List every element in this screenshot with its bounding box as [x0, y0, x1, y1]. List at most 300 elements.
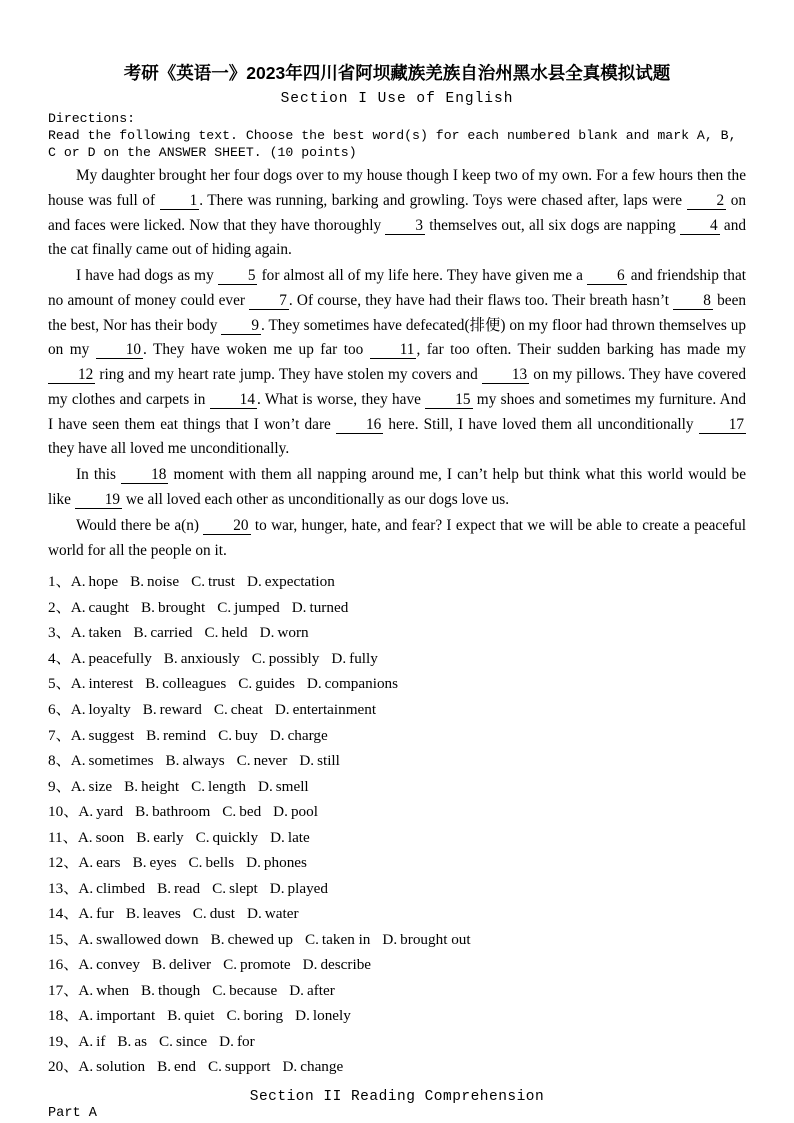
option-choice[interactable] — [193, 901, 235, 927]
option-choice[interactable] — [238, 671, 295, 697]
passage-text: . Of course, they have had their flaws too. Their breath hasn’t — [288, 291, 674, 309]
option-text: brought — [157, 598, 206, 616]
option-letter: A. — [78, 1007, 94, 1025]
question-number: 7、 — [48, 726, 71, 744]
option-letter: A. — [77, 828, 93, 846]
option-choice[interactable] — [164, 646, 240, 672]
option-text: brought out — [400, 930, 471, 948]
option-text: water — [264, 905, 299, 923]
option-choice[interactable] — [217, 595, 280, 621]
passage-text: , far too often. Their sudden barking has made my — [416, 341, 747, 359]
option-text: when — [96, 981, 130, 999]
blank-17[interactable]: 17 — [699, 417, 746, 434]
option-text: as — [134, 1032, 148, 1050]
option-text: promote — [240, 956, 291, 974]
option-text: boring — [243, 1007, 284, 1025]
option-choice[interactable] — [78, 952, 140, 978]
passage-text: My daughter brought her four dogs over to my house though I keep two of my own. For a few hours then the house was full of — [48, 167, 746, 209]
option-letter: B. — [163, 649, 178, 667]
option-text: guides — [255, 675, 295, 693]
option-text: fully — [349, 649, 378, 667]
option-text: convey — [96, 956, 140, 974]
option-text: climbed — [96, 879, 146, 897]
option-text: ears — [96, 854, 121, 872]
option-letter: B. — [130, 573, 145, 591]
option-choice[interactable] — [205, 620, 248, 646]
passage-text: and friendship that no amount of money could ever — [48, 267, 746, 309]
option-text: dust — [209, 905, 236, 923]
option-choice[interactable] — [292, 595, 349, 621]
option-text: jumped — [234, 598, 280, 616]
option-choice[interactable] — [130, 569, 179, 595]
passage-text: to war, hunger, hate, and fear? I expect that we will be able to create a peaceful world for all the people on it. — [48, 516, 746, 559]
option-letter: A. — [78, 956, 94, 974]
option-text: cheat — [230, 700, 263, 718]
question-number: 14、 — [48, 905, 79, 923]
passage-text: . There was running, barking and growling. Toys were chased after, laps were — [199, 191, 687, 209]
option-letter: B. — [157, 1058, 172, 1076]
option-choice[interactable] — [223, 952, 291, 978]
option-choice[interactable] — [71, 569, 118, 595]
option-letter: D. — [331, 649, 347, 667]
question-row — [48, 876, 746, 902]
option-text: change — [300, 1058, 344, 1076]
question-number: 18、 — [48, 1007, 79, 1025]
question-number: 11、 — [48, 828, 78, 846]
option-text: support — [224, 1058, 271, 1076]
blank-4[interactable]: 4 — [680, 218, 720, 235]
option-letter: A. — [70, 598, 86, 616]
option-text: charge — [287, 726, 328, 744]
option-letter: C. — [191, 777, 206, 795]
passage-paragraph — [48, 264, 746, 462]
option-letter: C. — [191, 573, 206, 591]
option-text: companions — [324, 675, 399, 693]
passage-text: . They have woken me up far too — [143, 341, 370, 359]
option-text: eyes — [149, 854, 177, 872]
option-choice[interactable] — [307, 671, 398, 697]
option-choice[interactable] — [157, 876, 200, 902]
option-letter: A. — [70, 752, 86, 770]
option-letter: A. — [78, 879, 94, 897]
option-text: early — [153, 828, 184, 846]
option-text: loyalty — [88, 700, 131, 718]
option-letter: D. — [257, 777, 273, 795]
option-choice[interactable] — [126, 901, 181, 927]
passage — [48, 164, 746, 563]
passage-text: for almost all of my life here. They have given me a — [257, 267, 587, 285]
option-letter: B. — [133, 624, 148, 642]
question-number: 16、 — [48, 956, 79, 974]
option-choice[interactable] — [78, 1054, 145, 1080]
option-choice[interactable] — [71, 723, 134, 749]
option-choice[interactable] — [305, 927, 370, 953]
option-letter: B. — [135, 803, 150, 821]
passage-text: here. Still, I have loved them all unconditionally — [383, 415, 699, 433]
option-choice[interactable] — [78, 1003, 155, 1029]
question-row — [48, 569, 746, 595]
option-text: taken in — [321, 930, 371, 948]
option-letter: B. — [125, 905, 140, 923]
option-text: entertainment — [292, 700, 377, 718]
question-number: 12、 — [48, 854, 79, 872]
option-letter: C. — [218, 726, 233, 744]
option-text: carried — [150, 624, 193, 642]
section-2-heading: Section II Reading Comprehension — [249, 1088, 545, 1105]
option-choice[interactable] — [270, 723, 328, 749]
passage-text: ring and my heart rate jump. They have stolen my covers and — [95, 366, 482, 384]
option-choice[interactable] — [303, 952, 371, 978]
question-row — [48, 1029, 746, 1055]
option-choice[interactable] — [78, 901, 113, 927]
question-number: 3、 — [48, 624, 71, 642]
option-choice[interactable] — [247, 569, 335, 595]
question-row — [48, 748, 746, 774]
option-letter: A. — [78, 1032, 94, 1050]
question-row — [48, 697, 746, 723]
option-choice[interactable] — [191, 774, 246, 800]
option-letter: A. — [78, 981, 94, 999]
directions-label: Directions: — [48, 110, 136, 126]
option-letter: C. — [192, 905, 207, 923]
option-letter: D. — [299, 752, 315, 770]
question-row — [48, 774, 746, 800]
option-choice[interactable] — [78, 825, 124, 851]
option-letter: A. — [78, 803, 94, 821]
option-choice[interactable] — [141, 978, 200, 1004]
option-text: though — [157, 981, 201, 999]
option-letter: C. — [238, 675, 253, 693]
option-text: always — [182, 752, 225, 770]
option-letter: C. — [222, 803, 237, 821]
option-letter: A. — [70, 726, 86, 744]
option-choice[interactable] — [191, 569, 235, 595]
option-text: solution — [96, 1058, 146, 1076]
option-letter: B. — [141, 598, 155, 616]
option-letter: B. — [124, 777, 139, 795]
option-text: describe — [320, 956, 372, 974]
option-choice[interactable] — [214, 697, 263, 723]
option-choice[interactable] — [237, 748, 288, 774]
question-number: 2、 — [48, 598, 71, 616]
blank-1[interactable]: 1 — [160, 193, 200, 210]
passage-text: and the cat finally came out of hiding again. — [48, 216, 746, 259]
option-choice[interactable] — [299, 748, 340, 774]
option-choice[interactable] — [247, 901, 299, 927]
question-row — [48, 646, 746, 672]
option-text: worn — [277, 624, 309, 642]
option-letter: D. — [273, 803, 288, 821]
option-choice[interactable] — [141, 595, 205, 621]
option-letter: D. — [247, 573, 262, 591]
option-text: quiet — [184, 1007, 215, 1025]
question-number: 17、 — [48, 981, 79, 999]
question-number: 15、 — [48, 930, 79, 948]
option-letter: A. — [70, 777, 86, 795]
question-row — [48, 901, 746, 927]
option-letter: B. — [132, 854, 147, 872]
question-row — [48, 825, 746, 851]
passage-text: on and faces were licked. Now that they have thoroughly — [48, 191, 746, 234]
option-text: late — [287, 828, 310, 846]
question-row — [48, 978, 746, 1004]
option-letter: B. — [157, 879, 171, 897]
option-letter: B. — [210, 930, 225, 948]
question-number: 13、 — [48, 879, 79, 897]
question-row — [48, 620, 746, 646]
option-choice[interactable] — [270, 825, 310, 851]
question-number: 20、 — [48, 1058, 79, 1076]
question-options-list — [48, 569, 746, 1080]
passage-text: Would there be a(n) — [76, 516, 204, 534]
option-letter: B. — [142, 700, 157, 718]
option-choice[interactable] — [71, 671, 133, 697]
option-letter: C. — [212, 879, 227, 897]
option-text: buy — [235, 726, 258, 744]
blank-16[interactable]: 16 — [336, 417, 383, 434]
option-letter: C. — [304, 930, 319, 948]
option-letter: A. — [78, 854, 94, 872]
option-choice[interactable] — [152, 952, 211, 978]
blank-13[interactable]: 13 — [482, 367, 529, 384]
blank-11[interactable]: 11 — [370, 342, 417, 359]
section-1-heading: Section I Use of English — [280, 90, 514, 107]
option-choice[interactable] — [218, 723, 258, 749]
blank-15[interactable]: 15 — [425, 392, 472, 409]
option-choice[interactable] — [295, 1003, 351, 1029]
option-choice[interactable] — [71, 620, 122, 646]
option-choice[interactable] — [135, 799, 210, 825]
option-choice[interactable] — [196, 825, 259, 851]
option-text: still — [317, 752, 340, 770]
blank-2[interactable]: 2 — [687, 193, 727, 210]
option-letter: A. — [70, 649, 86, 667]
blank-10[interactable]: 10 — [96, 342, 143, 359]
option-letter: C. — [251, 649, 266, 667]
passage-text: we all loved each other as unconditionally as our dogs love us. — [122, 491, 510, 509]
blank-14[interactable]: 14 — [210, 392, 257, 409]
option-text: taken — [88, 624, 122, 642]
option-text: bells — [205, 854, 235, 872]
option-text: because — [229, 981, 278, 999]
option-text: turned — [309, 598, 349, 616]
option-choice[interactable] — [382, 927, 470, 953]
option-text: yard — [96, 803, 124, 821]
option-text: lonely — [312, 1007, 351, 1025]
option-letter: C. — [217, 598, 232, 616]
option-choice[interactable] — [270, 876, 328, 902]
blank-9[interactable]: 9 — [221, 318, 261, 335]
option-choice[interactable] — [78, 927, 198, 953]
option-text: anxiously — [180, 649, 240, 667]
option-choice[interactable] — [78, 978, 129, 1004]
question-row — [48, 952, 746, 978]
option-choice[interactable] — [166, 748, 225, 774]
option-choice[interactable] — [78, 850, 120, 876]
option-text: important — [96, 1007, 156, 1025]
blank-20[interactable]: 20 — [203, 518, 250, 535]
option-text: swallowed down — [96, 930, 199, 948]
option-choice[interactable] — [157, 1054, 196, 1080]
option-text: remind — [163, 726, 207, 744]
question-row — [48, 850, 746, 876]
passage-text: themselves out, all six dogs are napping — [425, 216, 681, 234]
option-choice[interactable] — [167, 1003, 214, 1029]
option-choice[interactable] — [222, 799, 261, 825]
option-letter: D. — [291, 598, 307, 616]
option-text: quickly — [212, 828, 259, 846]
option-letter: D. — [269, 879, 285, 897]
question-row — [48, 1003, 746, 1029]
passage-text: . They sometimes have defecated(排便) on my floor had thrown themselves up on my — [48, 316, 746, 359]
option-choice[interactable] — [71, 595, 129, 621]
passage-text: been the best, Nor has their body — [48, 291, 747, 334]
blank-8[interactable]: 8 — [673, 293, 713, 310]
question-row — [48, 595, 746, 621]
question-number: 1、 — [48, 573, 71, 591]
passage-paragraph — [48, 514, 746, 564]
blank-7[interactable]: 7 — [249, 293, 289, 310]
passage-paragraph — [48, 164, 746, 263]
option-choice[interactable] — [227, 1003, 284, 1029]
option-text: sometimes — [88, 752, 154, 770]
option-text: expectation — [264, 573, 335, 591]
question-number: 10、 — [48, 803, 79, 821]
option-choice[interactable] — [212, 876, 258, 902]
option-choice[interactable] — [189, 850, 235, 876]
option-text: possibly — [268, 649, 320, 667]
option-letter: A. — [78, 905, 94, 923]
option-letter: D. — [274, 700, 290, 718]
blank-18[interactable]: 18 — [121, 467, 168, 484]
option-letter: B. — [146, 726, 161, 744]
option-choice[interactable] — [78, 1029, 105, 1055]
passage-text: moment with them all napping around me, I can’t help but think what this world would be like — [48, 466, 746, 509]
option-text: never — [253, 752, 288, 770]
option-choice[interactable] — [208, 1054, 271, 1080]
question-number: 19、 — [48, 1032, 79, 1050]
option-text: fur — [96, 905, 114, 923]
blank-3[interactable]: 3 — [385, 218, 425, 235]
option-letter: A. — [70, 624, 86, 642]
option-choice[interactable] — [78, 876, 145, 902]
blank-6[interactable]: 6 — [587, 268, 627, 285]
option-choice[interactable] — [124, 774, 179, 800]
option-choice[interactable] — [212, 978, 277, 1004]
option-choice[interactable] — [260, 620, 309, 646]
option-choice[interactable] — [219, 1029, 254, 1055]
option-text: leaves — [142, 905, 181, 923]
option-text: bathroom — [152, 803, 211, 821]
option-text: for — [236, 1032, 255, 1050]
passage-text: they have all loved me unconditionally. — [48, 440, 290, 458]
option-letter: D. — [219, 1032, 234, 1050]
question-row — [48, 799, 746, 825]
option-choice[interactable] — [331, 646, 377, 672]
option-text: bed — [239, 803, 262, 821]
option-text: size — [88, 777, 113, 795]
question-number: 5、 — [48, 675, 71, 693]
option-text: deliver — [168, 956, 212, 974]
option-choice[interactable] — [143, 697, 202, 723]
option-choice[interactable] — [145, 671, 226, 697]
option-choice[interactable] — [117, 1029, 147, 1055]
option-letter: A. — [70, 675, 86, 693]
option-choice[interactable] — [289, 978, 335, 1004]
option-letter: B. — [152, 956, 166, 974]
option-choice[interactable] — [71, 646, 152, 672]
option-letter: C. — [213, 700, 228, 718]
directions-body: Read the following text. Choose the best word(s) for each numbered blank and mark A, B, C or D on the ANSWER SHEET. (10 points) — [48, 127, 737, 160]
option-choice[interactable] — [146, 723, 206, 749]
passage-text: I have had dogs as my — [76, 267, 218, 285]
option-letter: B. — [141, 981, 155, 999]
option-text: phones — [263, 854, 307, 872]
option-text: caught — [88, 598, 130, 616]
question-number: 4、 — [48, 649, 71, 667]
option-letter: C. — [223, 956, 238, 974]
question-number: 6、 — [48, 700, 71, 718]
option-letter: D. — [282, 1058, 298, 1076]
option-choice[interactable] — [159, 1029, 207, 1055]
option-text: soon — [95, 828, 125, 846]
option-letter: A. — [70, 700, 86, 718]
option-choice[interactable] — [71, 697, 131, 723]
option-text: hope — [88, 573, 119, 591]
option-letter: D. — [259, 624, 275, 642]
blank-5[interactable]: 5 — [218, 268, 258, 285]
blank-12[interactable]: 12 — [48, 367, 95, 384]
option-letter: D. — [382, 930, 398, 948]
option-text: if — [96, 1032, 106, 1050]
option-letter: A. — [78, 1058, 94, 1076]
option-text: reward — [159, 700, 202, 718]
option-choice[interactable] — [78, 799, 123, 825]
blank-19[interactable]: 19 — [75, 492, 122, 509]
option-text: chewed up — [227, 930, 293, 948]
option-text: noise — [147, 573, 180, 591]
option-text: slept — [229, 879, 258, 897]
page-title: 考研《英语一》2023年四川省阿坝藏族羌族自治州黑水县全真模拟试题 — [123, 63, 671, 83]
option-choice[interactable] — [211, 927, 293, 953]
option-letter: D. — [295, 1007, 310, 1025]
question-row — [48, 927, 746, 953]
option-letter: C. — [236, 752, 251, 770]
option-choice[interactable] — [246, 850, 307, 876]
option-letter: C. — [159, 1032, 173, 1050]
option-choice[interactable] — [133, 850, 177, 876]
option-text: held — [221, 624, 248, 642]
question-number: 9、 — [48, 777, 71, 795]
option-choice[interactable] — [275, 697, 376, 723]
option-letter: C. — [226, 1007, 241, 1025]
option-choice[interactable] — [273, 799, 318, 825]
option-letter: D. — [302, 956, 318, 974]
option-text: since — [175, 1032, 208, 1050]
option-choice[interactable] — [252, 646, 320, 672]
option-choice[interactable] — [136, 825, 183, 851]
option-letter: A. — [70, 573, 86, 591]
option-choice[interactable] — [71, 774, 112, 800]
option-choice[interactable] — [282, 1054, 343, 1080]
option-text: peacefully — [88, 649, 152, 667]
option-choice[interactable] — [71, 748, 154, 774]
option-letter: D. — [289, 981, 304, 999]
option-choice[interactable] — [258, 774, 309, 800]
option-letter: A. — [78, 930, 94, 948]
option-choice[interactable] — [133, 620, 192, 646]
option-letter: B. — [145, 675, 160, 693]
